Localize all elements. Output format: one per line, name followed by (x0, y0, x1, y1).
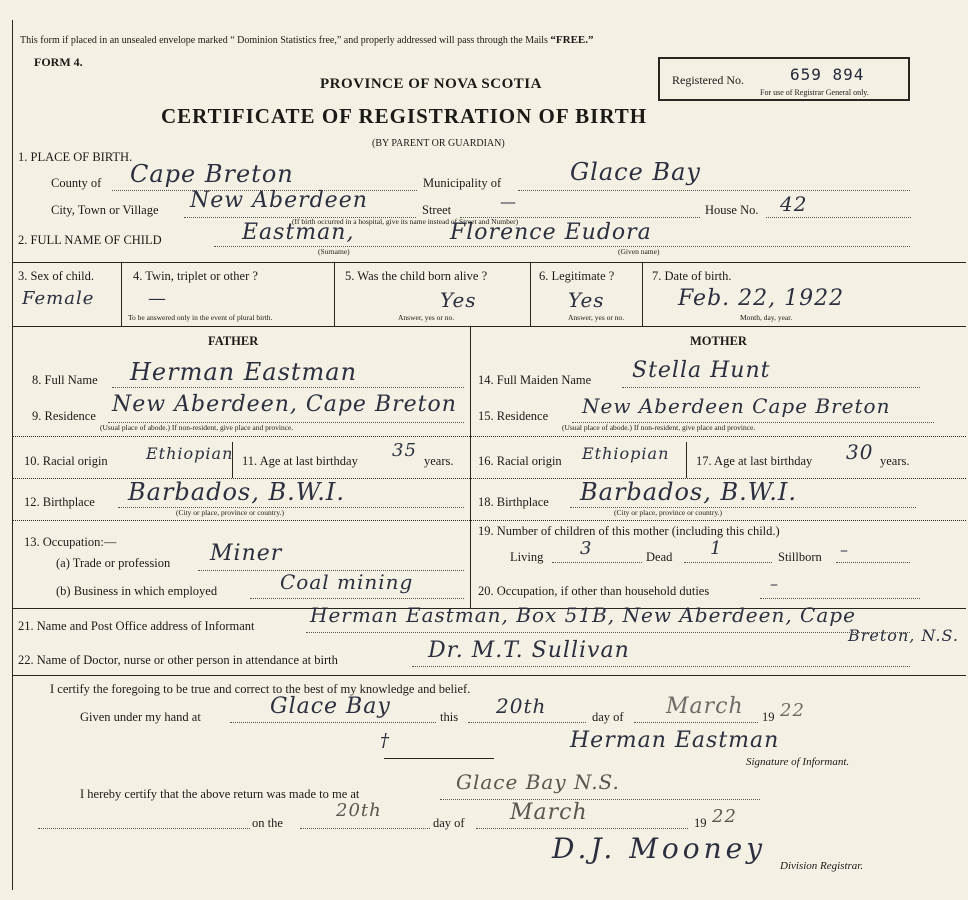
mother-racial-value: Ethiopian (582, 444, 670, 463)
father-birthplace-value: Barbados, B.W.I. (128, 478, 345, 506)
registrar-year-value: 22 (712, 806, 737, 827)
surname-caption: (Surname) (318, 247, 350, 256)
stillborn-value: – (840, 540, 849, 559)
given-day-of-label: day of (592, 710, 624, 724)
father-business-value: Coal mining (280, 570, 414, 594)
father-residence-value: New Aberdeen, Cape Breton (112, 392, 457, 417)
informant-value-continued: Breton, N.S. (848, 626, 959, 645)
place-of-birth-label: 1. PLACE OF BIRTH. (18, 150, 133, 164)
mother-name-line (622, 387, 920, 388)
mail-notice-free: “FREE.” (550, 34, 594, 46)
twin-value: — (148, 288, 167, 309)
registrar-statement: I hereby certify that the above return was made to me at (80, 787, 360, 801)
informant-signature: Herman Eastman (570, 728, 780, 753)
mother-years-label: years. (880, 454, 910, 468)
sex-value: Female (22, 288, 95, 309)
father-business-label: (b) Business in which employed (56, 584, 218, 598)
father-name-value: Herman Eastman (130, 358, 358, 386)
mother-occupation-value: – (770, 574, 779, 593)
alive-value: Yes (440, 288, 477, 312)
mother-name-label: 14. Full Maiden Name (478, 373, 592, 387)
house-line (766, 217, 911, 218)
father-birthplace-label: 12. Birthplace (24, 495, 95, 509)
mother-birthplace-note: (City or place, province or country.) (614, 508, 723, 517)
mail-notice (20, 34, 594, 46)
sex-label: 3. Sex of child. (18, 269, 95, 283)
father-residence-note: (Usual place of abode.) If non-resident, give place and province. (100, 423, 294, 432)
father-name-line (112, 387, 464, 388)
mother-residence-note: (Usual place of abode.) If non-resident, give place and province. (562, 423, 756, 432)
alive-note: Answer, yes or no. (398, 313, 455, 322)
father-birthplace-line (118, 507, 464, 508)
father-years-label: years. (424, 454, 454, 468)
father-trade-label: (a) Trade or profession (56, 556, 171, 570)
father-age-value: 35 (392, 440, 417, 461)
given-place-value: Glace Bay (270, 694, 391, 719)
col-divider-1 (121, 262, 122, 326)
given-month-line (634, 722, 758, 723)
mother-heading: MOTHER (690, 334, 747, 348)
province-title: PROVINCE OF NOVA SCOTIA (320, 76, 542, 92)
father-trade-value: Miner (210, 541, 283, 566)
registrar-place-line (440, 799, 760, 800)
street-value: — (500, 192, 517, 211)
house-label: House No. (705, 203, 759, 217)
registered-number: 659 894 (790, 65, 865, 84)
father-age-label: 11. Age at last birthday (242, 454, 358, 468)
municipality-value: Glace Bay (570, 158, 701, 186)
informant-mark: † (380, 730, 390, 751)
birth-date-value: Feb. 22, 1922 (678, 286, 845, 311)
municipality-label: Municipality of (423, 176, 502, 190)
mother-age-label: 17. Age at last birthday (696, 454, 813, 468)
given-name-caption: (Given name) (618, 247, 660, 256)
mother-racial-label: 16. Racial origin (478, 454, 562, 468)
twin-note: To be answered only in the event of plural birth. (128, 313, 273, 322)
form-number: FORM 4. (34, 55, 83, 69)
father-heading: FATHER (208, 334, 259, 348)
col-divider-4 (642, 262, 643, 326)
father-residence-label: 9. Residence (32, 409, 96, 423)
mother-children-label: 19. Number of children of this mother (including this child.) (478, 524, 780, 538)
alive-label: 5. Was the child born alive ? (345, 269, 488, 283)
this-label: this (440, 710, 459, 724)
father-occupation-label: 13. Occupation:— (24, 535, 117, 549)
mother-row-sep-1 (470, 436, 966, 437)
city-value: New Aberdeen (190, 188, 368, 213)
mother-occupation-line (760, 598, 920, 599)
living-value: 3 (580, 538, 593, 559)
given-place-line (230, 722, 436, 723)
registrar-leading-line (38, 828, 250, 829)
certificate-title: CERTIFICATE OF REGISTRATION OF BIRTH (161, 104, 648, 128)
legitimate-label: 6. Legitimate ? (539, 269, 615, 283)
child-name-label: 2. FULL NAME OF CHILD (18, 233, 162, 247)
dead-line (684, 562, 772, 563)
mother-birthplace-label: 18. Birthplace (478, 495, 549, 509)
informant-value: Herman Eastman, Box 51B, New Aberdeen, Cape (310, 603, 856, 627)
frame-line-4 (12, 675, 966, 676)
city-label: City, Town or Village (51, 203, 159, 217)
mother-age-value: 30 (846, 440, 874, 464)
certify-statement: I certify the foregoing to be true and correct to the best of my knowledge and belief. (50, 682, 471, 696)
col-divider-3 (530, 262, 531, 326)
frame-line-2 (12, 326, 966, 327)
living-line (552, 562, 642, 563)
parents-divider (470, 326, 471, 608)
mark-line (384, 758, 494, 759)
registrar-month-value: March (510, 800, 588, 825)
birth-date-note: Month, day, year. (740, 313, 793, 322)
mother-residence-value: New Aberdeen Cape Breton (582, 394, 891, 418)
given-day-value: 20th (496, 694, 547, 718)
registrar-day-line (300, 828, 430, 829)
living-label: Living (510, 550, 544, 564)
doctor-value: Dr. M.T. Sullivan (428, 638, 630, 663)
county-label: County of (51, 176, 102, 190)
dead-value: 1 (710, 538, 723, 559)
twin-label: 4. Twin, triplet or other ? (133, 269, 258, 283)
registrar-month-line (476, 828, 688, 829)
registered-label: Registered No. (672, 73, 744, 87)
on-the-label: on the (252, 816, 283, 830)
legitimate-note: Answer, yes or no. (568, 313, 625, 322)
age-divider-mother (686, 442, 687, 478)
mother-birthplace-value: Barbados, B.W.I. (580, 478, 797, 506)
father-racial-value: Ethiopian (146, 444, 234, 463)
given-under-hand-label: Given under my hand at (80, 710, 201, 724)
given-year-value: 22 (780, 700, 805, 721)
registrar-signature: D.J. Mooney (552, 832, 767, 865)
dead-label: Dead (646, 550, 673, 564)
given-year-prefix: 19 (762, 710, 775, 724)
doctor-label: 22. Name of Doctor, nurse or other person in attendance at birth (18, 653, 338, 667)
mother-occupation-label: 20. Occupation, if other than household duties (478, 584, 710, 598)
registrar-year-prefix: 19 (694, 816, 707, 830)
municipality-line (518, 190, 910, 191)
house-value: 42 (780, 192, 808, 216)
col-divider-2 (334, 262, 335, 326)
father-business-line (250, 598, 464, 599)
mother-row-sep-3 (470, 520, 966, 521)
given-month-value: March (666, 694, 744, 719)
registered-number-box (658, 57, 910, 101)
registrar-day-of-label: day of (433, 816, 465, 830)
stillborn-line (836, 562, 910, 563)
mother-residence-label: 15. Residence (478, 409, 549, 423)
legitimate-value: Yes (568, 288, 605, 312)
registrar-day-value: 20th (336, 800, 382, 821)
doctor-line (412, 666, 910, 667)
registrar-signature-caption: Division Registrar. (780, 860, 864, 872)
registrar-use-note: For use of Registrar General only. (760, 88, 869, 97)
father-row-sep-3 (12, 520, 470, 521)
given-day-line (468, 722, 586, 723)
stillborn-label: Stillborn (778, 550, 822, 564)
informant-signature-caption: Signature of Informant. (746, 756, 850, 768)
hospital-note: (If birth occurred in a hospital, give its name instead of Street and Number) (292, 217, 519, 226)
street-label: Street (422, 203, 452, 217)
father-name-label: 8. Full Name (32, 373, 98, 387)
certificate-subtitle: (BY PARENT OR GUARDIAN) (372, 138, 505, 149)
registrar-place-value: Glace Bay N.S. (456, 770, 620, 794)
father-birthplace-note: (City or place, province or country.) (176, 508, 285, 517)
father-row-sep-1 (12, 436, 470, 437)
mail-notice-text: This form if placed in an unsealed envelope marked “ Dominion Statistics free,” and properly addressed will pass through the Mails (20, 35, 548, 46)
frame-left (12, 20, 13, 890)
mother-name-value: Stella Hunt (632, 358, 771, 383)
child-surname: Eastman, (242, 220, 355, 245)
informant-line (306, 632, 910, 633)
birth-date-label: 7. Date of birth. (652, 269, 732, 283)
frame-top (12, 262, 966, 263)
county-value: Cape Breton (130, 160, 294, 188)
child-given-name: Florence Eudora (450, 220, 652, 245)
father-racial-label: 10. Racial origin (24, 454, 108, 468)
informant-label: 21. Name and Post Office address of Informant (18, 619, 255, 633)
